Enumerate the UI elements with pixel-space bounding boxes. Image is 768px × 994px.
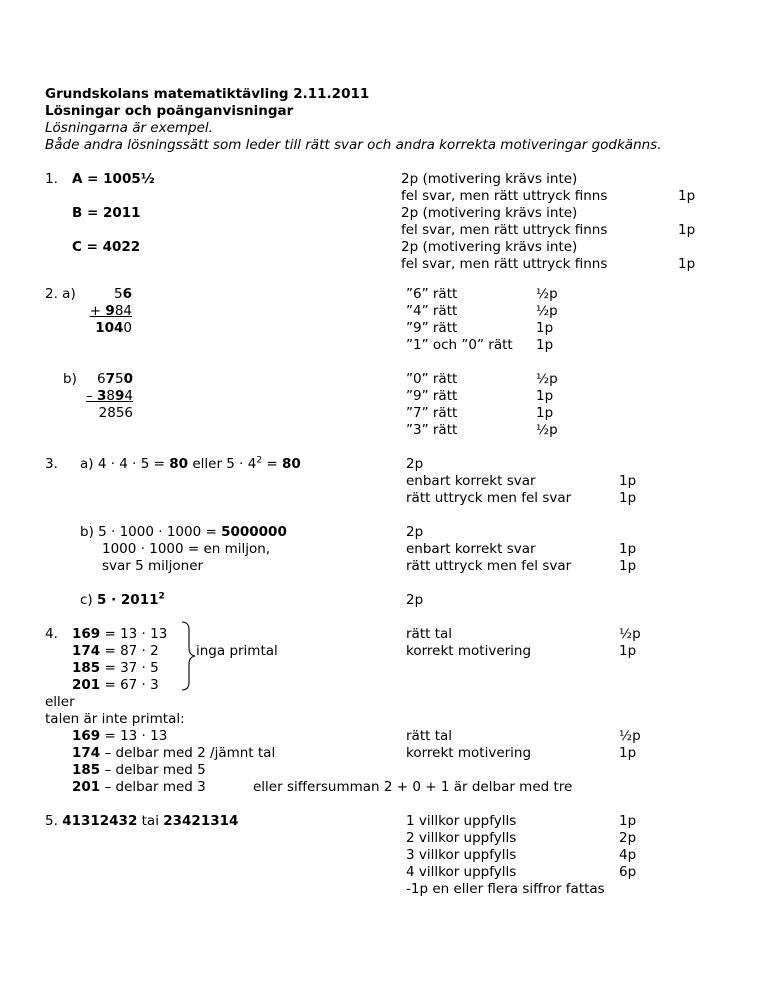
q2a-addend-2: + 984: [89, 303, 132, 319]
q2a-scoring-points: 1p: [536, 320, 554, 336]
q2a-scoring-points: 1p: [536, 337, 554, 353]
q3b-only-answer-points: 1p: [619, 541, 637, 557]
q2a-scoring-label: ”1” och ”0” rätt: [406, 337, 513, 353]
q2b-scoring-points: ½p: [536, 371, 558, 387]
q3a-only-answer-points: 1p: [619, 473, 637, 489]
q1-a-partial: fel svar, men rätt uttryck finns: [401, 188, 608, 204]
q3b-explanation-2: svar 5 miljoner: [102, 558, 204, 574]
q4-alt-scoring-correct-points: ½p: [619, 728, 641, 744]
q1-answer-c: C = 4022: [72, 239, 141, 255]
q1-a-full: 2p (motivering krävs inte): [401, 171, 578, 187]
q5-penalty: -1p en eller flera siffror fattas: [406, 881, 605, 897]
q2a-scoring-label: ”4” rätt: [406, 303, 458, 319]
q3-number: 3.: [45, 456, 58, 472]
q3b-wrong-answer: rätt uttryck men fel svar: [406, 558, 572, 574]
q4-alt-row: 169 = 13 · 13: [72, 728, 168, 744]
q3b-only-answer: enbart korrekt svar: [406, 541, 536, 557]
document-title: Grundskolans matematiktävling 2.11.2011: [45, 86, 370, 102]
q2b-scoring-label: ”0” rätt: [406, 371, 458, 387]
q4-factor-row: 174 = 87 · 2: [72, 643, 159, 659]
q4-scoring-correct-points: ½p: [619, 626, 641, 642]
q2a-addend-1: 56: [114, 286, 132, 302]
q3a-solution: a) 4 · 4 · 5 = 80 eller $5 \cdot 4^2 = 80$: [80, 455, 301, 472]
q4-scoring-correct: rätt tal: [406, 626, 453, 642]
q5-scoring-label: 4 villkor uppfylls: [406, 864, 517, 880]
q1-a-partial-points: 1p: [678, 188, 696, 204]
q5-scoring-points: 1p: [619, 813, 637, 829]
q4-factor-row: 169 = 13 · 13: [72, 626, 168, 642]
q3b-solution: b) 5 · 1000 · 1000 = 5000000: [80, 524, 287, 540]
document-subtitle: Lösningar och poänganvisningar: [45, 103, 294, 119]
q5-scoring-points: 4p: [619, 847, 637, 863]
note-examples: Lösningarna är exempel.: [45, 120, 213, 136]
q1-c-partial-points: 1p: [678, 256, 696, 272]
q4-alt-scoring-correct: rätt tal: [406, 728, 453, 744]
q4-scoring-motivation: korrekt motivering: [406, 643, 532, 659]
q2b-scoring-points: ½p: [536, 422, 558, 438]
q2a-sum: 1040: [95, 320, 132, 336]
q5-scoring-label: 2 villkor uppfylls: [406, 830, 517, 846]
q2b-scoring-points: 1p: [536, 405, 554, 421]
q4-alt-row: 174 – delbar med 2 /jämnt tal: [72, 745, 276, 761]
q2a-scoring-label: ”9” rätt: [406, 320, 458, 336]
q1-b-full: 2p (motivering krävs inte): [401, 205, 578, 221]
q5-scoring-label: 3 villkor uppfylls: [406, 847, 517, 863]
q5-scoring-points: 6p: [619, 864, 637, 880]
q2b-scoring-points: 1p: [536, 388, 554, 404]
q2b-scoring-label: ”9” rätt: [406, 388, 458, 404]
q2b-difference: 2856: [98, 405, 133, 421]
q4-alt-scoring-motivation: korrekt motivering: [406, 745, 532, 761]
q3b-full: 2p: [406, 524, 424, 540]
q3c-full: 2p: [406, 592, 424, 608]
q1-b-partial-points: 1p: [678, 222, 696, 238]
q1-number: 1.: [45, 171, 58, 187]
q1-c-partial: fel svar, men rätt uttryck finns: [401, 256, 608, 272]
q2a-scoring-label: ”6” rätt: [406, 286, 458, 302]
q4-scoring-motivation-points: 1p: [619, 643, 637, 659]
q3a-only-answer: enbart korrekt svar: [406, 473, 536, 489]
q5-scoring-label: 1 villkor uppfylls: [406, 813, 517, 829]
q2b-scoring-label: ”7” rätt: [406, 405, 458, 421]
note-alternatives: Både andra lösningssätt som leder till rätt svar och andra korrekta motiveringar godkänns.: [45, 137, 662, 153]
q1-c-full: 2p (motivering krävs inte): [401, 239, 578, 255]
q1-answer-a: A = 1005½: [72, 171, 155, 187]
q4-brace-text: inga primtal: [196, 643, 278, 659]
q2a-scoring-points: ½p: [536, 286, 558, 302]
q2b-subtrahend: – 3894: [85, 388, 133, 404]
q4-factor-row: 201 = 67 · 3: [72, 677, 159, 693]
q3b-explanation-1: 1000 · 1000 = en miljon,: [102, 541, 271, 557]
q2b-label: b): [63, 371, 77, 387]
q5-answer: 5. 41312432 tai 23421314: [45, 813, 239, 829]
q4-alt-intro: talen är inte primtal:: [45, 711, 185, 727]
q2b-minuend: 6750: [97, 371, 133, 387]
q4-alt-scoring-motivation-points: 1p: [619, 745, 637, 761]
q4-factor-row: 185 = 37 · 5: [72, 660, 159, 676]
q2b-scoring-label: ”3” rätt: [406, 422, 458, 438]
q3c-solution: c) $5 \cdot 2011^2$: [80, 591, 165, 608]
q3a-full: 2p: [406, 456, 424, 472]
q2a-scoring-points: ½p: [536, 303, 558, 319]
q4-or: eller: [45, 694, 75, 710]
q4-alt-row: 201 – delbar med 3: [72, 779, 206, 795]
q4-alt-row: 185 – delbar med 5: [72, 762, 206, 778]
q3a-wrong-answer: rätt uttryck men fel svar: [406, 490, 572, 506]
q2-number: 2. a): [45, 286, 76, 302]
q5-scoring-points: 2p: [619, 830, 637, 846]
q1-answer-b: B = 2011: [72, 205, 141, 221]
q1-b-partial: fel svar, men rätt uttryck finns: [401, 222, 608, 238]
q4-alt-digit-sum: eller siffersumman 2 + 0 + 1 är delbar med tre: [253, 779, 573, 795]
q3a-wrong-answer-points: 1p: [619, 490, 637, 506]
q3b-wrong-answer-points: 1p: [619, 558, 637, 574]
q4-number: 4.: [45, 626, 58, 642]
